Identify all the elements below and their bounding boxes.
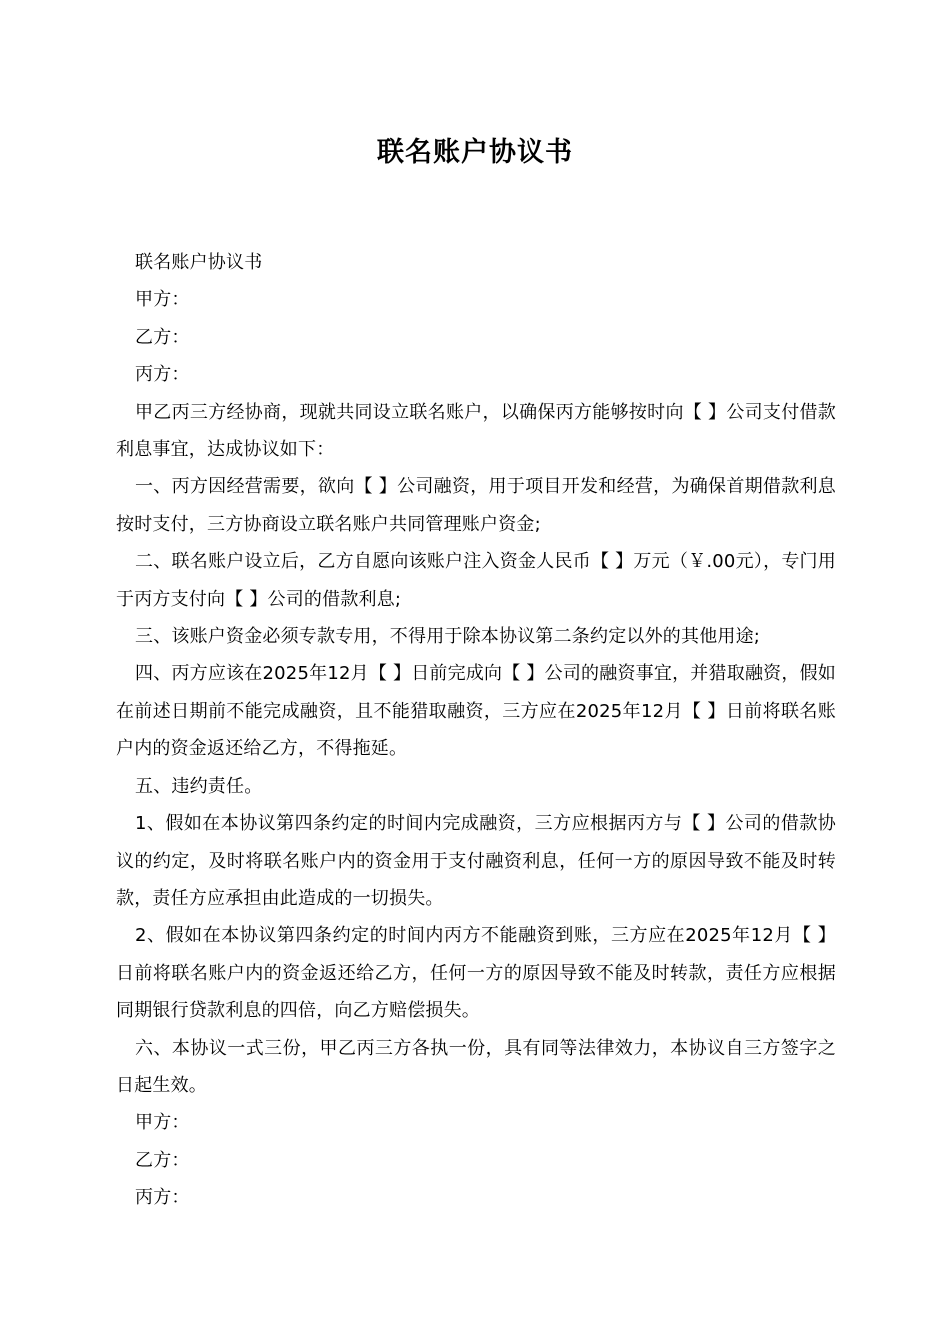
body-heading: 联名账户协议书 [135, 252, 263, 273]
clause-5-item-1: 1、假如在本协议第四条约定的时间内完成融资，三方应根据丙方与【 】公司的借款协议的约定，及时将联名账户内的资金用于支付融资利息，任何一方的原因导致不能及时转款，责任方应承担由此造成的一切损失。 [116, 813, 836, 909]
clause-6: 六、本协议一式三份，甲乙丙三方各执一份，具有同等法律效力，本协议自三方签字之日起生效。 [116, 1037, 836, 1096]
clause-4: 四、丙方应该在2025年12月【 】日前完成向【 】公司的融资事宜，并猎取融资，假如在前述日期前不能完成融资，且不能猎取融资，三方应在2025年12月【 】日前将联名账户内的资金返还给乙方，不得拖延。 [116, 663, 836, 760]
clause-3: 三、该账户资金必须专款专用，不得用于除本协议第二条约定以外的其他用途; [135, 626, 761, 648]
party-c-label: 丙方： [135, 364, 190, 386]
document-body [116, 244, 836, 1217]
clause-2: 二、联名账户设立后，乙方自愿向该账户注入资金人民币【 】万元（￥.00元），专门用于丙方支付向【 】公司的借款利息; [116, 551, 836, 610]
party-b-label: 乙方： [135, 326, 190, 348]
clause-1: 一、丙方因经营需要，欲向【 】公司融资，用于项目开发和经营，为确保首期借款利息按时支付，三方协商设立联名账户共同管理账户资金; [116, 476, 836, 535]
signature-party-b: 乙方： [135, 1149, 190, 1171]
party-a-label: 甲方： [135, 289, 190, 311]
clause-5-heading: 五、违约责任。 [135, 775, 263, 797]
signature-party-c: 丙方： [135, 1187, 190, 1209]
signature-party-a: 甲方： [135, 1112, 190, 1134]
preamble-paragraph: 甲乙丙三方经协商，现就共同设立联名账户，以确保丙方能够按时向【 】公司支付借款利息事宜，达成协议如下： [116, 401, 836, 461]
document-title: 联名账户协议书 [377, 137, 573, 168]
clause-5-item-2: 2、假如在本协议第四条约定的时间内丙方不能融资到账，三方应在2025年12月【 】日前将联名账户内的资金返还给乙方，任何一方的原因导致不能及时转款，责任方应根据同期银行贷款利息的四倍，向乙方赔偿损失。 [116, 925, 836, 1022]
